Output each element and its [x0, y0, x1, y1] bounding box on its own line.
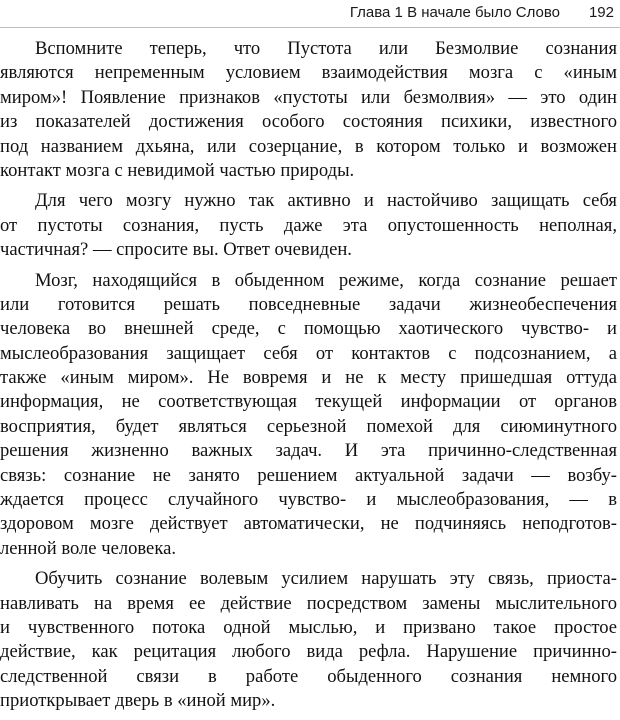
- text-line: Мозг, находящийся в обыденном режиме, когда сознание решает: [35, 269, 617, 291]
- text-line: здоровом мозге действует автоматически, не подчиняясь неподготов-: [0, 513, 617, 535]
- paragraph-4: [0, 567, 620, 713]
- text-line: связь: сознание не занято решением актуальной задачи — возбу-: [0, 464, 617, 486]
- text-line: действие, как рецитация любого вида рефла. Нарушение причинно-: [0, 641, 617, 663]
- text-line: Вспомните теперь, что Пустота или Безмолвие сознания: [35, 38, 617, 59]
- text-line: миром»! Появление признаков «пустоты или безмолвия» — это один: [0, 86, 617, 108]
- text-line: информация, не соответствующая текущей информации от органов: [0, 391, 617, 413]
- text-line: следственной связи в работе обыденного сознания немного: [0, 665, 617, 687]
- text-line: Для чего мозгу нужно так активно и настойчиво защищать себя: [35, 190, 617, 212]
- text-line: и чувственного потока одной мыслью, и призвано такое простое: [0, 616, 617, 638]
- text-line: ждается процесс случайного чувство- и мыслеобразования, — в: [0, 489, 617, 511]
- page-number: 192: [588, 4, 614, 21]
- text-line: ленной воле человека.: [0, 537, 176, 559]
- chapter-title: Глава 1 В начале было Слово: [349, 4, 560, 21]
- text-line: приоткрывает дверь в «иной мир».: [0, 690, 276, 712]
- page-header: [0, 0, 620, 28]
- text-line: также «иным миром». Не вовремя и не к месту пришедшая оттуда: [0, 367, 617, 389]
- text-line: являются непременным условием взаимодействия мозга с «иным: [0, 62, 617, 84]
- text-line: из показателей достижения особого состояния психики, известного: [0, 111, 617, 133]
- text-line: восприятия, будет являться серьезной помехой для сиюминутного: [0, 415, 617, 437]
- text-line: решения жизненно важных задач. И эта причинно-следственная: [0, 440, 617, 462]
- paragraph-2: [0, 189, 620, 262]
- text-line: человека во внешней среде, с помощью хаотического чувство- и: [0, 318, 617, 340]
- paragraph-1: [0, 37, 620, 183]
- text-line: контакт мозга с невидимой частью природы.: [0, 159, 355, 181]
- text-line: под названием дхьяна, или созерцание, в котором только и возможен: [0, 135, 617, 157]
- body-text: [0, 37, 620, 720]
- text-line: Обучить сознание волевым усилием нарушать эту связь, приоста-: [35, 568, 617, 590]
- text-line: или готовится решать повседневные задачи жизнеобеспечения: [0, 293, 617, 315]
- paragraph-3: [0, 269, 620, 562]
- text-line: частичная? — спросите вы. Ответ очевиден.: [0, 239, 352, 261]
- text-line: от пустоты сознания, пусть даже эта опустошенность неполная,: [0, 214, 617, 236]
- text-line: мыслеобразования защищает себя от контактов с подсознанием, а: [0, 342, 617, 364]
- text-line: навливать на время ее действие посредством замены мыслительного: [0, 592, 617, 614]
